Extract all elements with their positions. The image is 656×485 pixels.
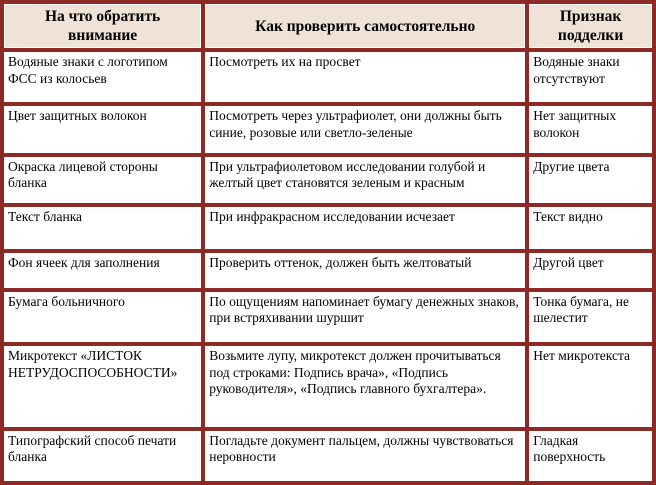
table-row <box>4 106 652 152</box>
header-cell-fraud-sign: Признак подделки <box>529 4 652 48</box>
feature-cell: Фон ячеек для заполнения <box>4 253 201 287</box>
table-row <box>4 253 652 287</box>
check-cell: При инфракрасном исследовании исчезает <box>205 207 525 249</box>
table-row <box>4 52 652 102</box>
feature-cell: Окраска лицевой стороны бланка <box>4 157 201 203</box>
sign-cell: Другой цвет <box>529 253 652 287</box>
table-row <box>4 346 652 427</box>
check-cell: При ультрафиолетовом исследовании голубой и желтый цвет становятся зеленым и красным <box>205 157 525 203</box>
sign-cell: Текст видно <box>529 207 652 249</box>
sign-cell: Тонка бумага, не шелестит <box>529 292 652 342</box>
table-row <box>4 207 652 249</box>
check-cell: Посмотреть через ультрафиолет, они должны быть синие, розовые или светло-зеленые <box>205 106 525 152</box>
table-row <box>4 292 652 342</box>
check-cell: По ощущениям напоминает бумагу денежных знаков, при встряхивании шуршит <box>205 292 525 342</box>
check-cell: Проверить оттенок, должен быть желтоватый <box>205 253 525 287</box>
header-row <box>4 4 652 48</box>
feature-cell: Бумага больничного <box>4 292 201 342</box>
sign-cell: Нет микротекста <box>529 346 652 427</box>
sign-cell: Гладкая поверхность <box>529 431 652 481</box>
sign-cell: Другие цвета <box>529 157 652 203</box>
table-row <box>4 157 652 203</box>
feature-cell: Типографский способ печати бланка <box>4 431 201 481</box>
feature-cell: Микротекст «ЛИСТОК НЕТРУДОСПОСОБНОСТИ» <box>4 346 201 427</box>
sign-cell: Водяные знаки отсутствуют <box>529 52 652 102</box>
check-cell: Погладьте документ пальцем, должны чувствоваться неровности <box>205 431 525 481</box>
table-row <box>4 431 652 481</box>
header-cell-what-to-check: На что обратить внимание <box>4 4 201 48</box>
feature-cell: Текст бланка <box>4 207 201 249</box>
sign-cell: Нет защитных волокон <box>529 106 652 152</box>
feature-cell: Водяные знаки с логотипом ФСС из колосьев <box>4 52 201 102</box>
header-cell-how-to-verify: Как проверить самостоятельно <box>205 4 525 48</box>
feature-cell: Цвет защитных волокон <box>4 106 201 152</box>
check-cell: Возьмите лупу, микротекст должен прочитываться под строками: Подпись врача», «Подпись руководителя», «Подпись главного бухгалтера». <box>205 346 525 427</box>
check-cell: Посмотреть их на просвет <box>205 52 525 102</box>
